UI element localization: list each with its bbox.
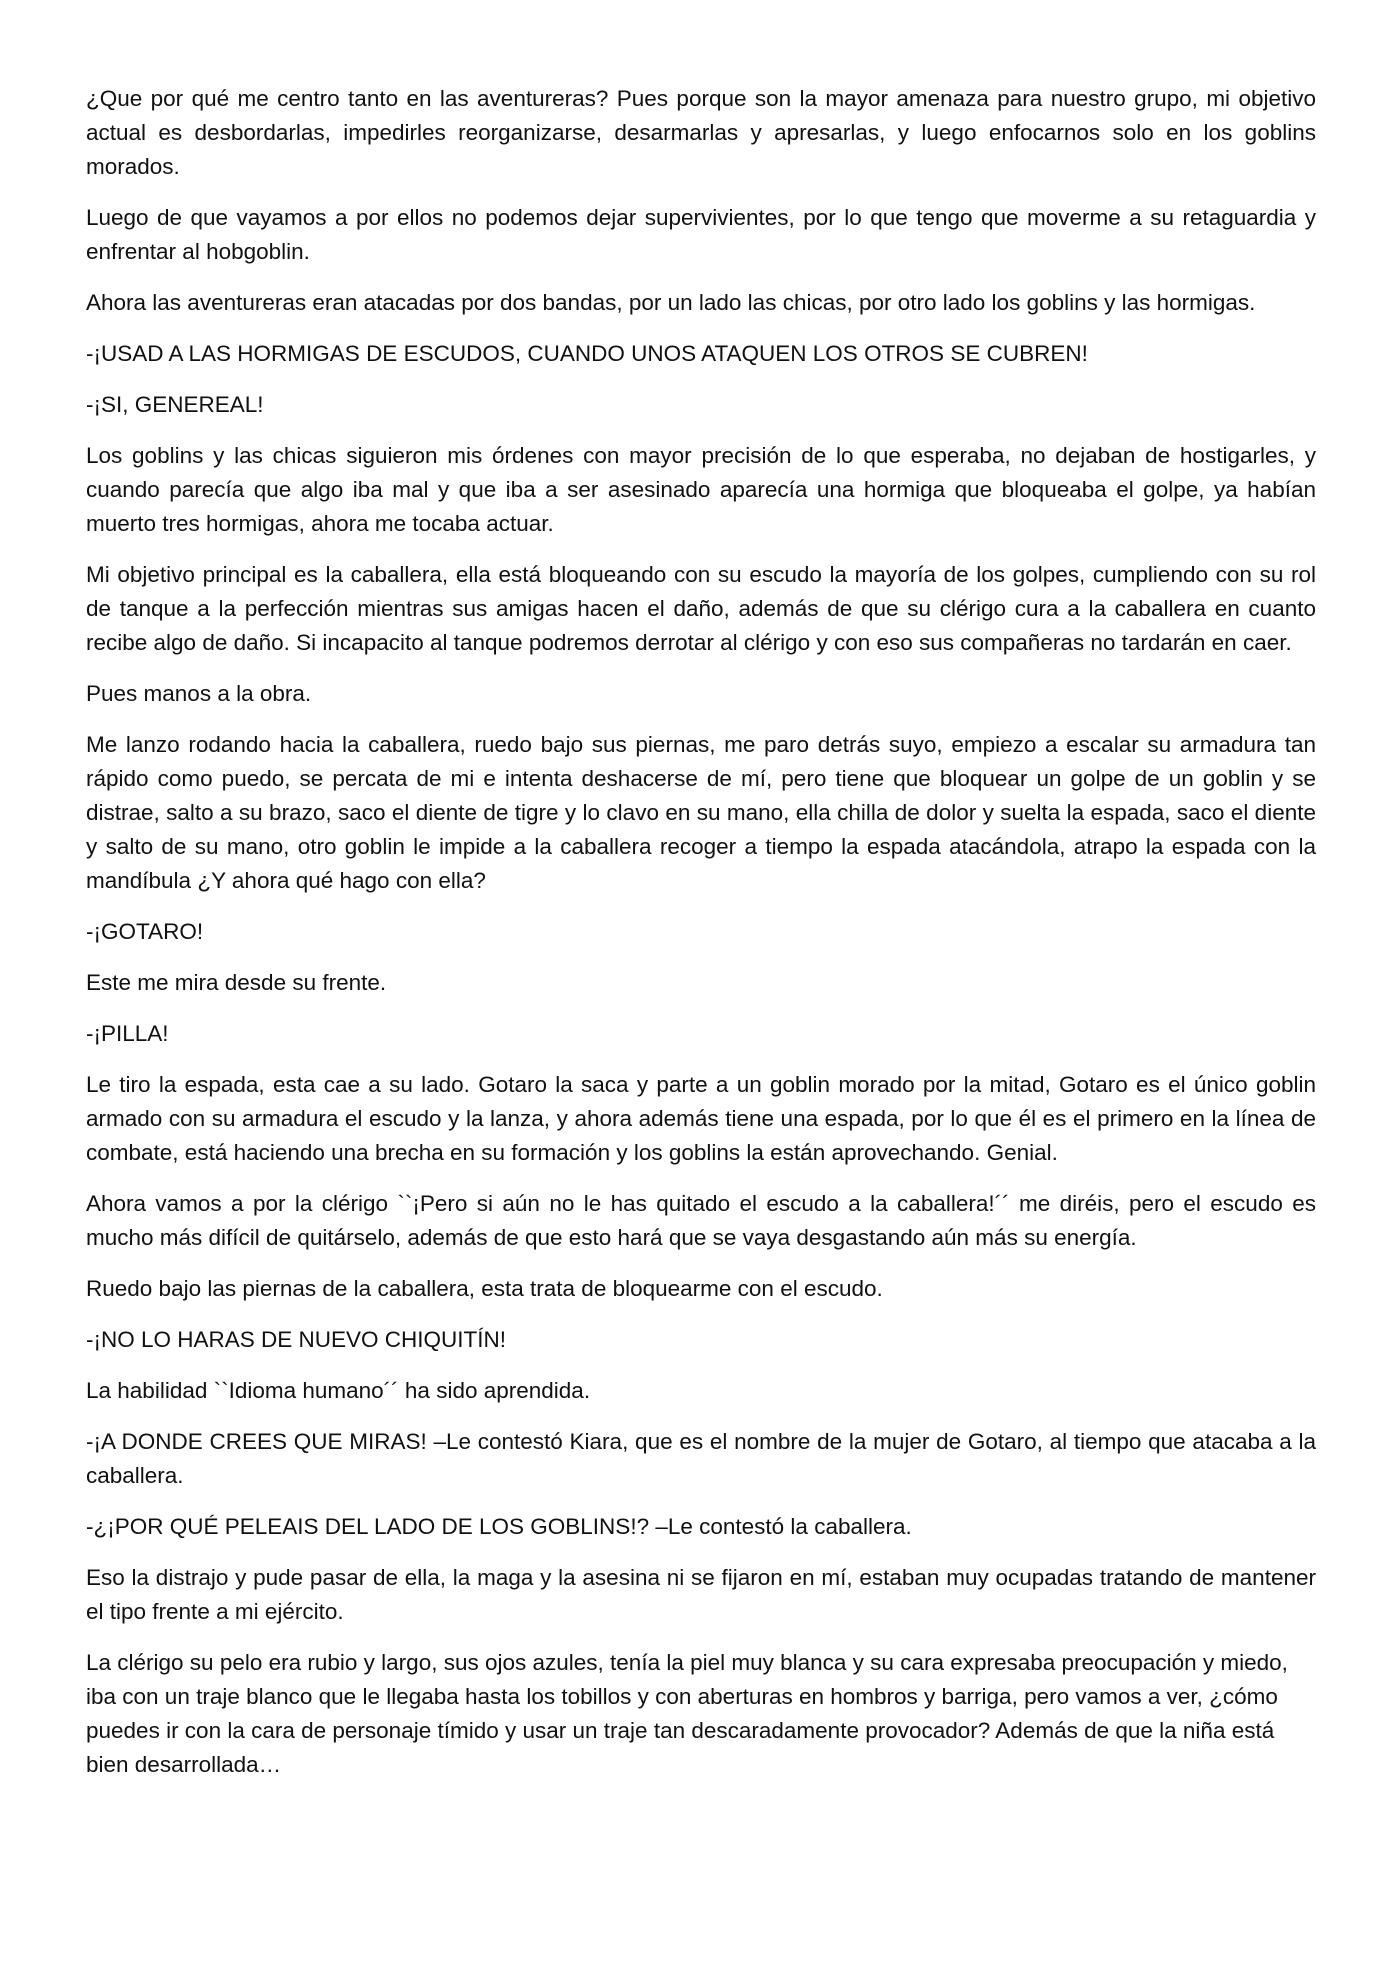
paragraph: Luego de que vayamos a por ellos no podemos dejar supervivientes, por lo que tengo que moverme a su retaguardia y enfrentar al hobgoblin.: [86, 205, 1316, 264]
dialogue-line: -¡USAD A LAS HORMIGAS DE ESCUDOS, CUANDO UNOS ATAQUEN LOS OTROS SE CUBREN!: [86, 341, 1088, 366]
dialogue-line: -¿¡POR QUÉ PELEAIS DEL LADO DE LOS GOBLINS!? –Le contestó la caballera.: [86, 1514, 912, 1539]
paragraph: Ruedo bajo las piernas de la caballera, esta trata de bloquearme con el escudo.: [86, 1276, 883, 1301]
dialogue-line: -¡GOTARO!: [86, 919, 204, 944]
paragraph: Los goblins y las chicas siguieron mis órdenes con mayor precisión de lo que esperaba, no dejaban de hostigarles, y cuando parecía que algo iba mal y que iba a ser asesinado aparecía una hormiga que bloqueaba el golpe, ya habían muerto tres hormigas, ahora me tocaba actuar.: [86, 443, 1316, 536]
dialogue-line: -¡A DONDE CREES QUE MIRAS! –Le contestó Kiara, que es el nombre de la mujer de Gotaro, al tiempo que atacaba a la caballera.: [86, 1429, 1316, 1488]
paragraph: La clérigo su pelo era rubio y largo, sus ojos azules, tenía la piel muy blanca y su cara expresaba preocupación y miedo, iba con un traje blanco que le llegaba hasta los tobillos y con aberturas en hombros y barriga, pero vamos a ver, ¿cómo puedes ir con la cara de personaje tímido y usar un traje tan descaradamente provocador? Además de que la niña está bien desarrollada…: [86, 1650, 1288, 1777]
dialogue-line: -¡SI, GENEREAL!: [86, 392, 264, 417]
paragraph: Este me mira desde su frente.: [86, 970, 387, 995]
paragraph: Ahora vamos a por la clérigo ``¡Pero si aún no le has quitado el escudo a la caballera!´´ me diréis, pero el escudo es mucho más difícil de quitárselo, además de que esto hará que se vaya desgastando aún más su energía.: [86, 1191, 1316, 1250]
paragraph: Me lanzo rodando hacia la caballera, ruedo bajo sus piernas, me paro detrás suyo, empiezo a escalar su armadura tan rápido como puedo, se percata de mi e intenta deshacerse de mí, pero tiene que bloquear un golpe de un goblin y se distrae, salto a su brazo, saco el diente de tigre y lo clavo en su mano, ella chilla de dolor y suelta la espada, saco el diente y salto de su mano, otro goblin le impide a la caballera recoger a tiempo la espada atacándola, atrapo la espada con la mandíbula ¿Y ahora qué hago con ella?: [86, 732, 1316, 893]
paragraph: La habilidad ``Idioma humano´´ ha sido aprendida.: [86, 1378, 591, 1403]
dialogue-line: -¡PILLA!: [86, 1021, 169, 1046]
paragraph: Ahora las aventureras eran atacadas por dos bandas, por un lado las chicas, por otro lado los goblins y las hormigas.: [86, 290, 1256, 315]
paragraph: Pues manos a la obra.: [86, 681, 312, 706]
paragraph: ¿Que por qué me centro tanto en las aventureras? Pues porque son la mayor amenaza para nuestro grupo, mi objetivo actual es desbordarlas, impedirles reorganizarse, desarmarlas y apresarlas, y luego enfocarnos solo en los goblins morados.: [86, 86, 1316, 179]
paragraph: Mi objetivo principal es la caballera, ella está bloqueando con su escudo la mayoría de los golpes, cumpliendo con su rol de tanque a la perfección mientras sus amigas hacen el daño, además de que su clérigo cura a la caballera en cuanto recibe algo de daño. Si incapacito al tanque podremos derrotar al clérigo y con eso sus compañeras no tardarán en caer.: [86, 562, 1316, 655]
dialogue-line: -¡NO LO HARAS DE NUEVO CHIQUITÍN!: [86, 1327, 507, 1352]
document-page: [86, 82, 1316, 1799]
paragraph: Eso la distrajo y pude pasar de ella, la maga y la asesina ni se fijaron en mí, estaban muy ocupadas tratando de mantener el tipo frente a mi ejército.: [86, 1565, 1316, 1624]
paragraph: Le tiro la espada, esta cae a su lado. Gotaro la saca y parte a un goblin morado por la mitad, Gotaro es el único goblin armado con su armadura el escudo y la lanza, y ahora además tiene una espada, por lo que él es el primero en la línea de combate, está haciendo una brecha en su formación y los goblins la están aprovechando. Genial.: [86, 1072, 1316, 1165]
